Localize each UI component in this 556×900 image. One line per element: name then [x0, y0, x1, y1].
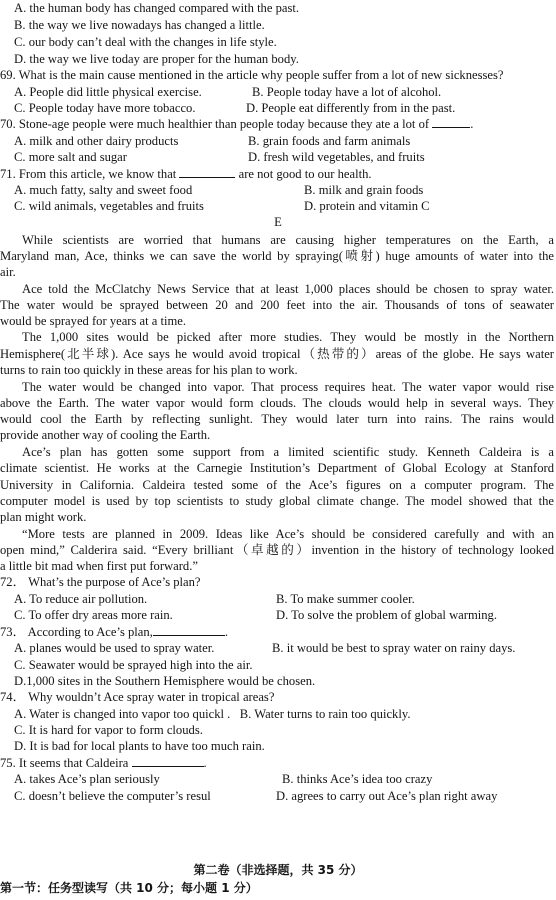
- passage-p3-line2: Hemisphere(北半球). Ace says he would avoid tropical（热带的）areas of the globe. He says water: [0, 347, 554, 361]
- part-two-title: 第二卷（非选择题，共 35 分）: [193, 863, 363, 877]
- q71-option-b: B. milk and grain foods: [304, 183, 424, 197]
- q70-stem-end: .: [470, 117, 474, 131]
- q75-option-c: C. doesn’t believe the computer’s resul: [14, 789, 211, 803]
- passage-p5-line1: Ace’s plan has gotten some support from a limited scientific study. Kenneth Caldeira is a: [22, 445, 554, 459]
- q75-option-d: D. agrees to carry out Ace’s plan right away: [276, 789, 498, 803]
- q75-option-a: A. takes Ace’s plan seriously: [14, 772, 160, 786]
- passage-p1-line1: While scientists are worried that humans are causing higher temperatures on the Earth, a: [22, 233, 554, 247]
- q68-option-a: A. the human body has changed compared with the past.: [14, 1, 300, 15]
- q73-stem-text: 73． According to Ace’s plan,: [0, 625, 153, 639]
- q70-option-c: C. more salt and sugar: [14, 150, 127, 164]
- q75-stem: [0, 755, 556, 771]
- passage-p6-line1: “More tests are planned in 2009. Ideas like Ace’s should be considered carefully and with an: [22, 527, 554, 541]
- q73-option-d: D.1,000 sites in the Southern Hemisphere would be chosen.: [14, 674, 316, 688]
- passage-p4-line3: would cool the Earth by reflecting sunlight. They would later turn into rains. The rains would: [0, 412, 554, 426]
- passage-p2-line1: Ace told the McClatchy News Service that at least 1,000 places should be chosen to spray water.: [22, 282, 554, 296]
- q71-stem-text: 71. From this article, we know that: [0, 167, 177, 181]
- q73-option-c: C. Seawater would be sprayed high into the air.: [14, 658, 253, 672]
- q70-answer-blank: [432, 116, 470, 128]
- q68-option-d: D. the way we live today are proper for the human body.: [14, 52, 299, 66]
- passage-p1-line3: air.: [0, 265, 16, 279]
- passage-p5-line5: plan might work.: [0, 510, 87, 524]
- q71-option-a: A. much fatty, salty and sweet food: [14, 183, 193, 197]
- q70-option-a: A. milk and other dairy products: [14, 134, 179, 148]
- q72-stem: 72． What’s the purpose of Ace’s plan?: [0, 575, 201, 589]
- q70-stem: [0, 116, 556, 132]
- q73-stem: [0, 624, 556, 640]
- q74-option-d: D. It is bad for local plants to have too much rain.: [14, 739, 265, 753]
- section-e-heading: E: [274, 215, 282, 229]
- q71-option-c: C. wild animals, vegetables and fruits: [14, 199, 204, 213]
- q71-answer-blank: [179, 166, 235, 178]
- passage-p4-line2: above the Earth. The water vapor would form clouds. The clouds would help in several ways. They: [0, 396, 554, 410]
- q69-option-d: D. People eat differently from in the past.: [246, 101, 456, 115]
- q74-options-ab: A. Water is changed into vapor too quickl . B. Water turns to rain too quickly.: [14, 707, 411, 721]
- q70-option-b: B. grain foods and farm animals: [248, 134, 411, 148]
- q73-stem-end: .: [224, 625, 229, 639]
- q69-option-b: B. People today have a lot of alcohol.: [252, 85, 442, 99]
- q74-stem: 74． Why wouldn’t Ace spray water in tropical areas?: [0, 690, 275, 704]
- q72-option-b: B. To make summer cooler.: [276, 592, 415, 606]
- passage-p6-line2: open mind,” Calderira said. “Every brilliant（卓越的）invention in the history of technology looked: [0, 543, 554, 557]
- q71-option-d: D. protein and vitamin C: [304, 199, 430, 213]
- q68-option-b: B. the way we live nowadays has changed a little.: [14, 18, 265, 32]
- q72-option-a: A. To reduce air pollution.: [14, 592, 148, 606]
- passage-p1-line2: Maryland man, Ace, thinks we can save the world by spraying(喷射) huge amounts of water into the: [0, 249, 554, 263]
- passage-p2-line2: The water would be sprayed between 20 and 200 feet into the air. Thousands of tons of seawater: [0, 298, 554, 312]
- q69-option-c: C. People today have more tobacco.: [14, 101, 196, 115]
- q73-option-b: B. it would be best to spray water on rainy days.: [272, 641, 516, 655]
- q73-answer-blank: [153, 624, 225, 636]
- passage-p5-line2: climate scientist. He works at the Carnegie Institution’s Department of Global Ecology at Stanford: [0, 461, 554, 475]
- passage-p3-line1: The 1,000 sites would be picked after more studies. They would be mostly in the Northern: [22, 330, 554, 344]
- q75-answer-blank: [132, 755, 204, 767]
- q72-option-d: D. To solve the problem of global warming.: [276, 608, 497, 622]
- passage-p3-line3: turns to rain too quickly in these areas for his plan to work.: [0, 363, 298, 377]
- q72-option-c: C. To offer dry areas more rain.: [14, 608, 173, 622]
- passage-p5-line3: University in California. Caldeira tested some of the Ace’s figures on a computer program. The: [0, 478, 554, 492]
- q69-option-a: A. People did little physical exercise.: [14, 85, 202, 99]
- q71-stem-end: are not good to our health.: [238, 167, 372, 181]
- q75-stem-end: .: [203, 756, 207, 770]
- q68-option-c: C. our body can’t deal with the changes in life style.: [14, 35, 277, 49]
- q75-option-b: B. thinks Ace’s idea too crazy: [282, 772, 433, 786]
- q70-option-d: D. fresh wild vegetables, and fruits: [248, 150, 425, 164]
- passage-p2-line3: would be sprayed for years at a time.: [0, 314, 187, 328]
- q71-stem: [0, 166, 556, 182]
- passage-p4-line4: provide another way of cooling the Earth.: [0, 428, 211, 442]
- q74-option-c: C. It is hard for vapor to form clouds.: [14, 723, 203, 737]
- passage-p4-line1: The water would be changed into vapor. That process requires heat. The water vapor would rise: [22, 380, 554, 394]
- section-one-title: 第一节：任务型读写（共 10 分；每小题 1 分）: [0, 881, 258, 895]
- q75-stem-text: 75. It seems that Caldeira: [0, 756, 129, 770]
- q70-stem-text: 70. Stone-age people were much healthier than people today because they ate a lot of: [0, 117, 430, 131]
- passage-p5-line4: computer model is used by top scientists to study global climate change. The model showed that the: [0, 494, 554, 508]
- q73-option-a: A. planes would be used to spray water.: [14, 641, 215, 655]
- passage-p6-line3: a little bit mad when first put forward.”: [0, 559, 198, 573]
- q69-stem: 69. What is the main cause mentioned in the article why people suffer from a lot of new sicknesses?: [0, 68, 504, 82]
